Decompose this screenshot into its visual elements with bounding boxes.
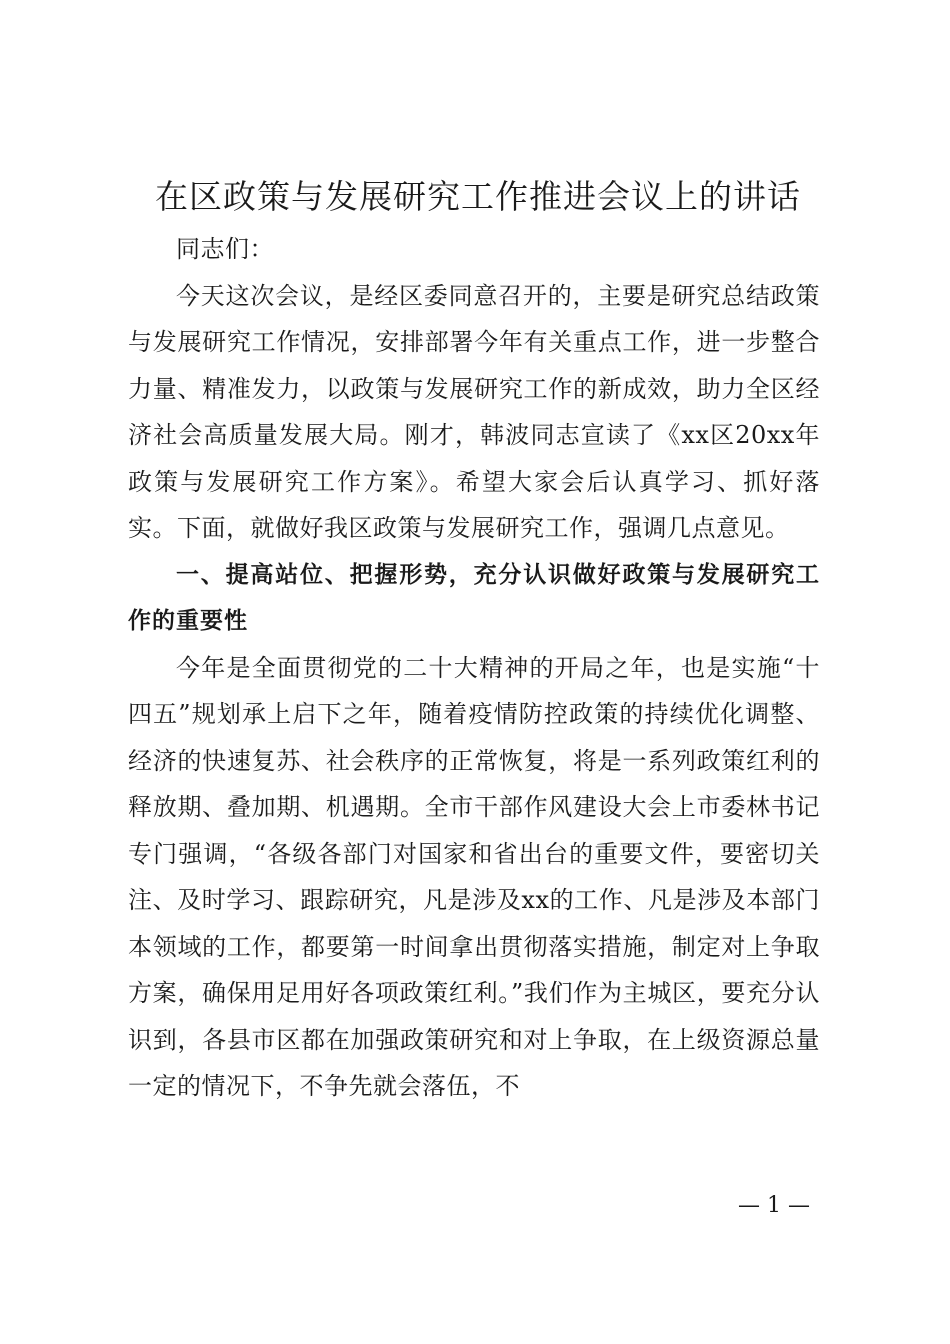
greeting: 同志们： (176, 235, 274, 263)
paragraph-section-1: 今年是全面贯彻党的二十大精神的开局之年，也是实施“十四五”规划承上启下之年，随着疫情防控政策的持续优化调整、经济的快速复苏、社会秩序的正常恢复，将是一系列政策红利的释放期、叠加期、机遇期。全市干部作风建设大会上市委林书记专门强调，“各级各部门对国家和省出台的重要文件，要密切关注、及时学习、跟踪研究，凡是涉及xx的工作、凡是涉及本部门本领域的工作，都要第一时间拿出贯彻落实措施，制定对上争取方案，确保用足用好各项政策红利。”我们作为主城区，要充分认识到，各县市区都在加强政策研究和对上争取，在上级资源总量一定的情况下，不争先就会落伍，不 (128, 653, 820, 1100)
paragraph-intro: 今天这次会议，是经区委同意召开的，主要是研究总结政策与发展研究工作情况，安排部署今年有关重点工作，进一步整合力量、精准发力，以政策与发展研究工作的新成效，助力全区经济社会高质量发展大局。刚才，韩波同志宣读了《xx区20xx年政策与发展研究工作方案》。希望大家会后认真学习、抓好落实。下面，就做好我区政策与发展研究工作，强调几点意见。 (128, 281, 820, 542)
section-heading-1: 一、提高站位、把握形势，充分认识做好政策与发展研究工作的重要性 (128, 561, 820, 634)
document-title: 在区政策与发展研究工作推进会议上的讲话 (155, 177, 801, 216)
document-body (128, 226, 820, 1110)
page-number: — 1 — (738, 1193, 810, 1218)
